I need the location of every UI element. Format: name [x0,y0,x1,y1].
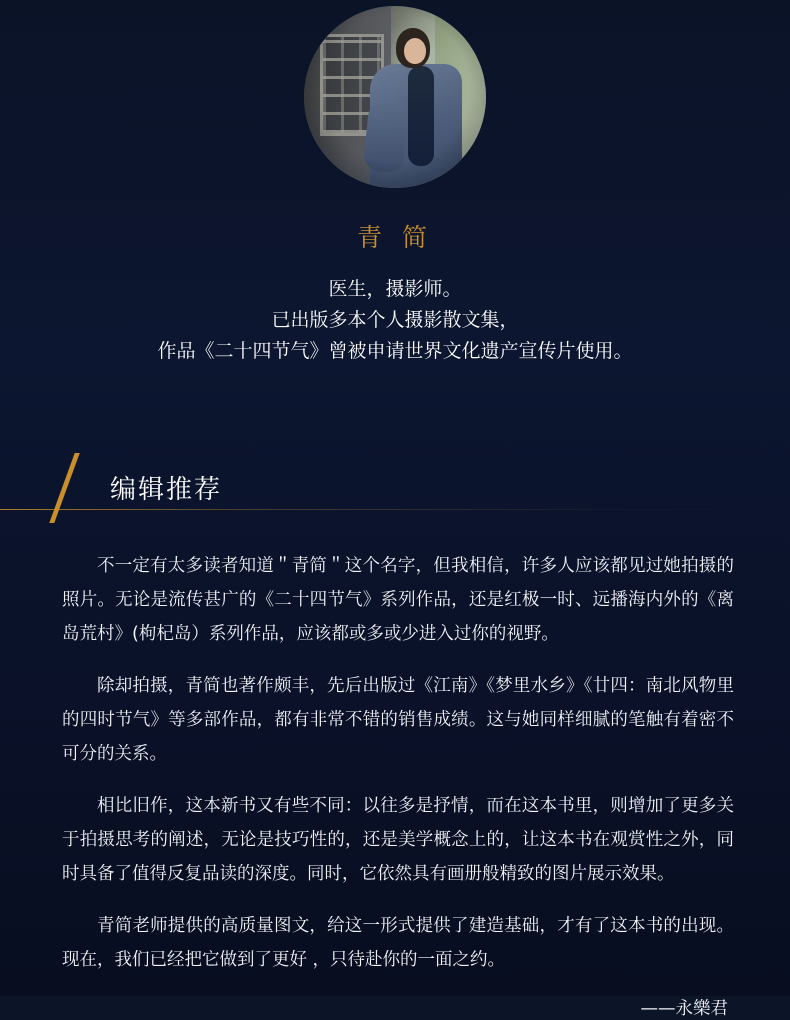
portrait-vignette [304,6,486,188]
paragraph: 除却拍摄，青简也著作颇丰，先后出版过《江南》《梦里水乡》《廿四：南北风物里的四时节气》等多部作品，都有非常不错的销售成绩。这与她同样细腻的笔触有着密不可分的关系。 [62,676,734,764]
author-bio-line-3: 作品《二十四节气》曾被申请世界文化遗产宣传片使用。 [157,340,633,362]
author-portrait [304,6,486,188]
section-header [0,463,790,523]
author-bio-line-2: 已出版多本个人摄影散文集， [271,309,519,331]
paragraph: 不一定有太多读者知道＂青简＂这个名字，但我相信，许多人应该都见过她拍摄的照片。无论是流传甚广的《二十四节气》系列作品，还是红极一时、远播海内外的《离岛荒村》(枸杞岛）系列作品，应该都或多或少进入过你的视野。 [62,556,734,644]
portrait-container [0,0,790,188]
author-bio-line-1: 医生，摄影师。 [328,278,462,300]
section-divider [0,509,790,510]
author-bio [0,274,790,367]
author-name: 青 简 [357,223,433,252]
editor-recommendation-body [0,549,790,977]
section-title: 编辑推荐 [110,475,223,505]
paragraph: 相比旧作，这本新书又有些不同：以往多是抒情，而在这本书里，则增加了更多关于拍摄思考的阐述，无论是技巧性的，还是美学概念上的，让这本书在观赏性之外，同时具备了值得反复品读的深度。同时，它依然具有画册般精致的图片展示效果。 [62,796,734,884]
accent-slash-icon [49,453,113,523]
paragraph: 青简老师提供的高质量图文，给这一形式提供了建造基础，才有了这本书的出现。现在，我们已经把它做到了更好 ，只待赴你的一面之约。 [62,916,734,970]
signature: ——永樂君 [640,999,728,1019]
